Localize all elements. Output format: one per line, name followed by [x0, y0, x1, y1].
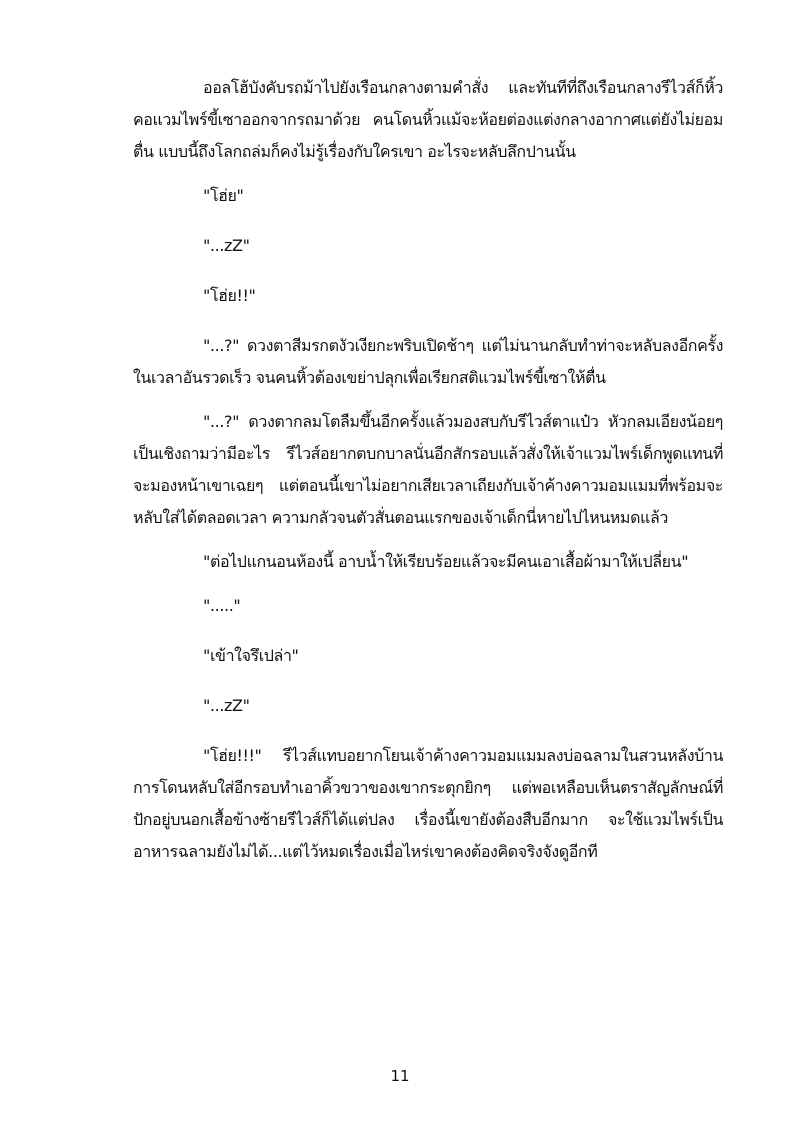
- page-number: 11: [390, 1067, 410, 1085]
- dialogue-sleeping-again: "...zZ": [203, 696, 250, 715]
- dialogue-understand: "เข้าใจรึเปล่า": [203, 646, 299, 665]
- dialogue-hoi-loud: "โฮ่ย!!": [203, 286, 256, 305]
- dialogue-hoi: "โฮ่ย": [203, 186, 244, 205]
- paragraph-frustration: "โฮ่ย!!!" รีไวส์แทบอยากโยนเจ้าค้างคาวมอมแมมลงบ่อฉลามในสวนหลังบ้าน การโดนหลับใส่อีกรอบทำเอาคิ้วขวาของเขากระตุกยิกๆ แต่พอเหลือบเห็นตราสัญลักษณ์ที่ปักอยู่บนอกเสื้อข้างซ้ายรีไวส์ก็ได้แต่ปลง เรื่องนี้เขายังต้องสืบอีกมาก จะใช้แวมไพร์เป็นอาหารฉลามยังไม่ได้...แต่ไว้หมดเรื่องเมื่อไหร่เขาคงต้องคิดจริงจังดูอีกที: [133, 746, 723, 861]
- paragraph-waking: "...?" ดวงตาสีมรกตงัวเงียกะพริบเปิดช้าๆ แต่ไม่นานกลับทำท่าจะหลับลงอีกครั้งในเวลาอันรวดเร็ว จนคนหิ้วต้องเขย่าปลุกเพื่อเรียกสติแวมไพร์ขี้เซาให้ตื่น: [133, 336, 723, 387]
- body-text: [133, 72, 723, 880]
- dialogue-sleeping: "...zZ": [203, 236, 250, 255]
- dialogue-silence: ".....": [203, 596, 241, 615]
- paragraph-arrival: ออลโฮ้บังคับรถม้าไปยังเรือนกลางตามคำสั่ง และทันทีที่ถึงเรือนกลางรีไวส์ก็หิ้วคอแวมไพร์ขี้เซาออกจากรถมาด้วย คนโดนหิ้วแม้จะห้อยต่องแต่งกลางอากาศแต่ยังไม่ยอมตื่น แบบนี้ถึงโลกถล่มก็คงไม่รู้เรื่องกับใครเขา อะไรจะหลับลึกปานนั้น: [133, 78, 723, 161]
- paragraph-instructions: "ต่อไปแกนอนห้องนี้ อาบน้ำให้เรียบร้อยแล้วจะมีคนเอาเสื้อผ้ามาให้เปลี่ยน": [203, 552, 689, 571]
- paragraph-staring: "...?" ดวงตากลมโตลืมขึ้นอีกครั้งแล้วมองสบกับรีไวส์ตาแป๋ว หัวกลมเอียงน้อยๆ เป็นเชิงถามว่ามีอะไร รีไวส์อยากตบกบาลนั่นอีกสักรอบแล้วสั่งให้เจ้าแวมไพร์เด็กพูดแทนที่จะมองหน้าเขาเฉยๆ แต่ตอนนี้เขาไม่อยากเสียเวลาเถียงกับเจ้าค้างคาวมอมแมมที่พร้อมจะหลับใส่ได้ตลอดเวลา ความกลัวจนตัวสั่นตอนแรกของเจ้าเด็กนี่หายไปไหนหมดแล้ว: [133, 412, 723, 527]
